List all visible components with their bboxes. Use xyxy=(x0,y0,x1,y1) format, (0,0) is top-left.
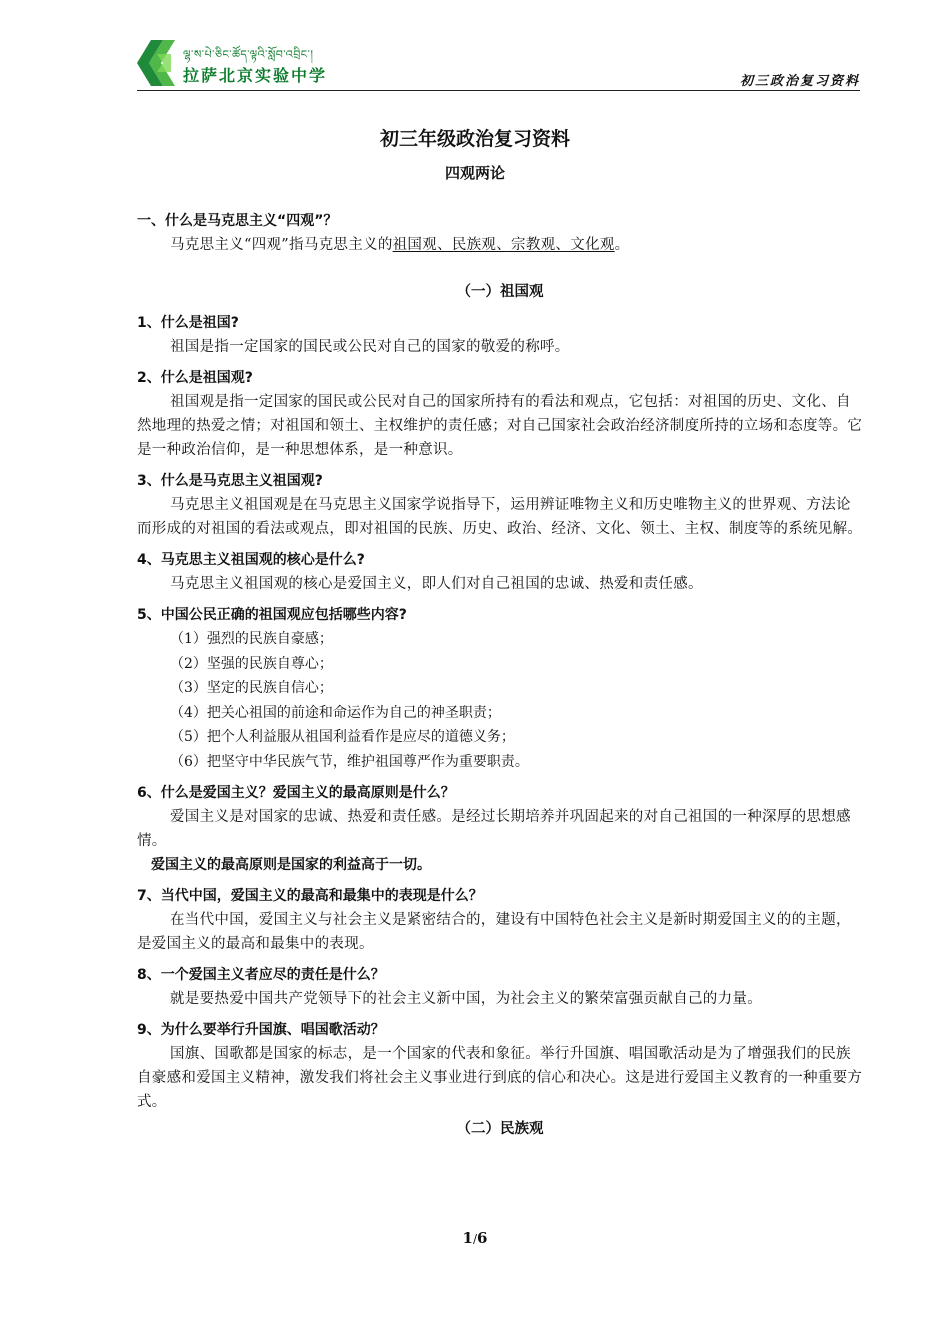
answer-4: 马克思主义祖国观的核心是爱国主义，即人们对自己祖国的忠诚、热爱和责任感。 xyxy=(170,576,703,592)
list-item: （4）把关心祖国的前途和命运作为自己的神圣职责； xyxy=(170,704,501,721)
total-pages: 6 xyxy=(477,1229,488,1247)
answer-8: 就是要热爱中国共产党领导下的社会主义新中国，为社会主义的繁荣富强贡献自己的力量。 xyxy=(170,991,762,1007)
school-name: 拉萨北京实验中学 xyxy=(183,66,328,85)
tibetan-school-name: ལྷ་ས་པེ་ཅིང་ཚོད་ལྟའི་སློབ་འབྲིང་། xyxy=(183,48,314,61)
question-1: 1、什么是祖国? xyxy=(137,315,239,331)
intro-text: 马克思主义“四观”指马克思主义的祖国观、民族观、宗教观、文化观。 xyxy=(170,237,630,253)
page-number xyxy=(0,1229,950,1247)
school-logo-icon xyxy=(137,40,177,86)
question-9: 9、为什么要举行升国旗、唱国歌活动？ xyxy=(137,1022,385,1038)
document-label: 初三政治复习资料 xyxy=(739,74,860,89)
question-8: 8、一个爱国主义者应尽的责任是什么？ xyxy=(137,967,385,983)
answer-6: 爱国主义是对国家的忠诚、热爱和责任感。是经过长期培养并巩固起来的对自己祖国的一种深厚的思想感情。 xyxy=(137,809,851,849)
document-subtitle: 四观两论 xyxy=(444,164,505,182)
answer-2: 祖国观是指一定国家的国民或公民对自己的国家所持有的看法和观点，它包括：对祖国的历史、文化、自然地理的热爱之情；对祖国和领土、主权维护的责任感；对自己国家社会政治经济制度所持的立场和态度等。它是一种政治信仰，是一种思想体系，是一种意识。 xyxy=(137,394,863,458)
question-5: 5、中国公民正确的祖国观应包括哪些内容? xyxy=(137,607,407,623)
list-item: （5）把个人利益服从祖国利益看作是应尽的道德义务； xyxy=(170,729,515,745)
answer-1: 祖国是指一定国家的国民或公民对自己的国家的敬爱的称呼。 xyxy=(170,339,570,355)
answer-7: 在当代中国，爱国主义与社会主义是紧密结合的，建设有中国特色社会主义是新时期爱国主义的的主题，是爱国主义的最高和最集中的表现。 xyxy=(137,912,851,952)
answer-3: 马克思主义祖国观是在马克思主义国家学说指导下，运用辨证唯物主义和历史唯物主义的世界观、方法论而形成的对祖国的看法或观点，即对祖国的民族、历史、政治、经济、文化、领土、主权、制度等的系统见解。 xyxy=(137,497,863,537)
list-item: （2）坚强的民族自尊心； xyxy=(170,655,333,672)
list-item: （6）把坚守中华民族气节，维护祖国尊严作为重要职责。 xyxy=(170,753,529,770)
list-item: （3）坚定的民族自信心； xyxy=(170,680,333,696)
section-title-motherland: （一）祖国观 xyxy=(456,284,544,300)
question-7: 7、当代中国，爱国主义的最高和最集中的表现是什么？ xyxy=(137,888,483,904)
page-header xyxy=(137,38,860,91)
current-page: 1 xyxy=(462,1229,473,1247)
intro-heading: 一、什么是马克思主义“四观”？ xyxy=(137,213,338,229)
question-3: 3、什么是马克思主义祖国观? xyxy=(137,473,323,489)
question-6: 6、什么是爱国主义？爱国主义的最高原则是什么？ xyxy=(137,785,455,801)
page-separator: / xyxy=(472,1232,478,1246)
answer-6-principle: 爱国主义的最高原则是国家的利益高于一切。 xyxy=(151,857,431,873)
list-item: （1）强烈的民族自豪感； xyxy=(170,631,333,647)
question-4: 4、马克思主义祖国观的核心是什么? xyxy=(137,552,365,568)
answer-5-list xyxy=(137,627,863,774)
document-body xyxy=(137,210,863,1140)
answer-9: 国旗、国歌都是国家的标志，是一个国家的代表和象征。举行升国旗、唱国歌活动是为了增强我们的民族自豪感和爱国主义精神，激发我们将社会主义事业进行到底的信心和决心。这是进行爱国主义教育的一种重要方式。 xyxy=(137,1046,863,1110)
question-2: 2、什么是祖国观? xyxy=(137,370,253,386)
document-title: 初三年级政治复习资料 xyxy=(379,128,570,150)
section-title-ethnicity: （二）民族观 xyxy=(456,1121,544,1137)
intro-underlined: 祖国观、民族观、宗教观、文化观 xyxy=(392,237,615,253)
